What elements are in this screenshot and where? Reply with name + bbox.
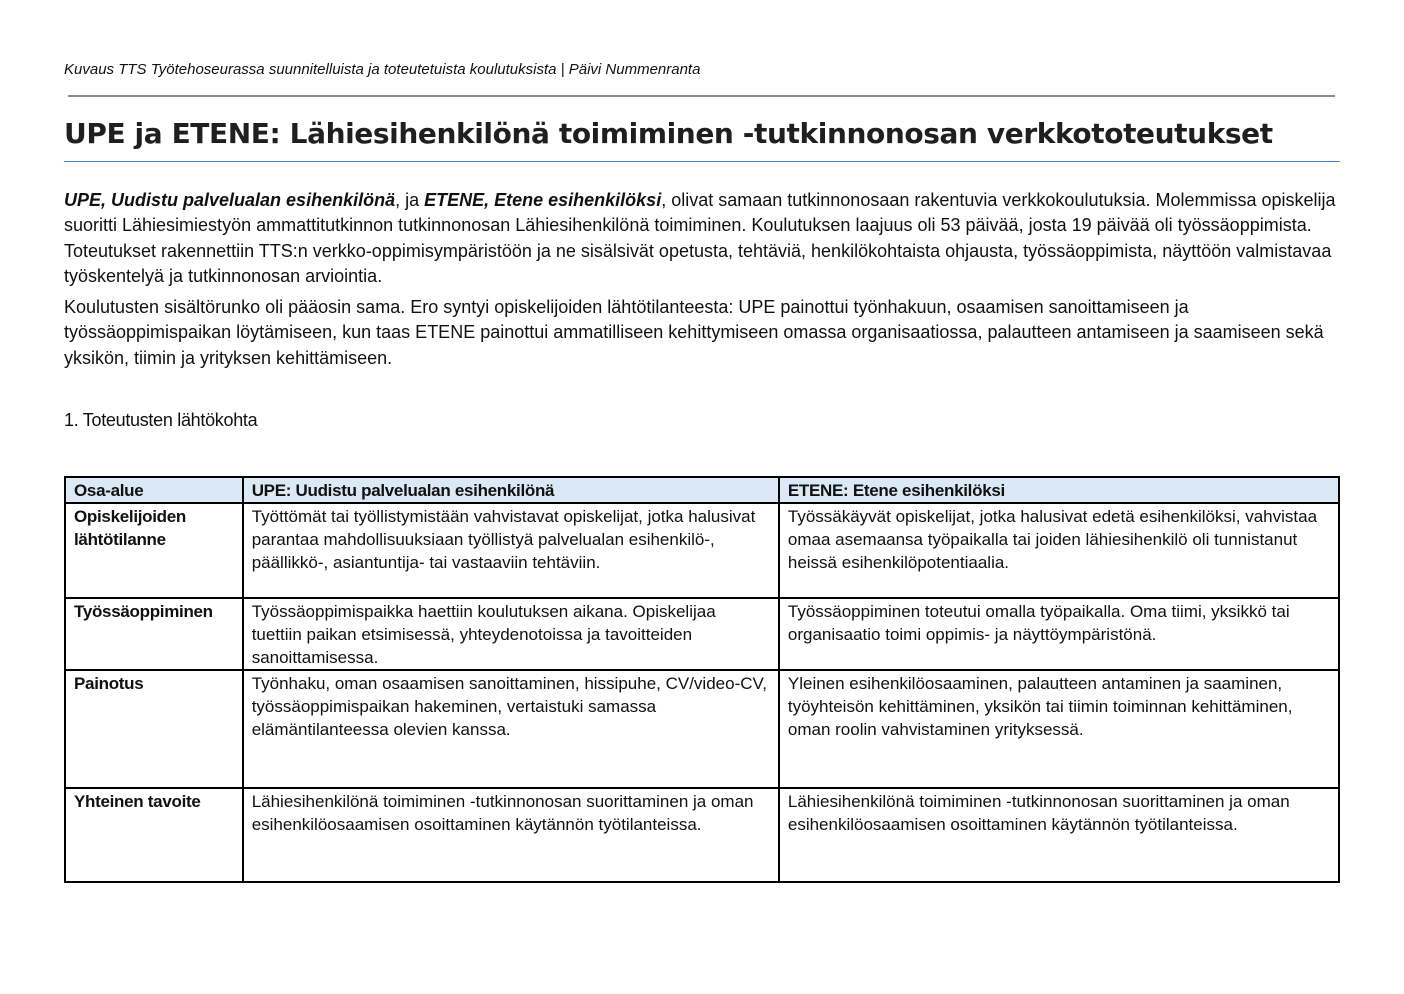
table-header-row: [65, 477, 1339, 503]
row-label: Yhteinen tavoite: [65, 788, 243, 882]
row-label: Painotus: [65, 670, 243, 788]
intro-section: [64, 188, 1340, 377]
upe-cell: Lähiesihenkilönä toimiminen -tutkinnonosan suorittaminen ja oman esihenkilöosaamisen osoittaminen käytännön työtilanteissa.: [243, 788, 779, 882]
upe-cell: Työnhaku, oman osaamisen sanoittaminen, hissipuhe, CV/video-CV, työssäoppimispaikan hakeminen, vertaistuki samassa elämäntilanteessa olevien kanssa.: [243, 670, 779, 788]
upe-name: UPE, Uudistu palvelualan esihenkilönä: [64, 190, 396, 210]
upe-cell: Työssäoppimispaikka haettiin koulutuksen aikana. Opiskelijaa tuettiin paikan etsimisessä, yhteydenotoissa ja tavoitteiden sanoittamisessa.: [243, 598, 779, 670]
etene-cell: Työssäoppiminen toteutui omalla työpaikalla. Oma tiimi, yksikkö tai organisaatio toimi oppimis- ja näyttöympäristönä.: [779, 598, 1339, 670]
row-label: Työssäoppiminen: [65, 598, 243, 670]
row-label: Opiskelijoiden lähtötilanne: [65, 503, 243, 598]
intro-separator: , ja: [395, 190, 425, 210]
title-divider: [64, 161, 1340, 162]
etene-cell: Lähiesihenkilönä toimiminen -tutkinnonosan suorittaminen ja oman esihenkilöosaamisen osoittaminen käytännön työtilanteissa.: [779, 788, 1339, 882]
table-row: [65, 788, 1339, 882]
document-title: UPE ja ETENE: Lähiesihenkilönä toimiminen -tutkinnonosan verkkototeutukset: [64, 117, 1273, 150]
header-divider: [68, 95, 1335, 97]
table-row: [65, 503, 1339, 598]
comparison-table: [64, 476, 1340, 883]
etene-name: ETENE, Etene esihenkilöksi: [424, 190, 662, 210]
intro-paragraph-2: Koulutusten sisältörunko oli pääosin sama. Ero syntyi opiskelijoiden lähtötilanteesta: UPE painottui työnhakuun, osaamisen sanoittamiseen ja työssäoppimispaikan löytämiseen, kun taas ETENE painottui ammatilliseen kehittymiseen omassa organisaatiossa, palautteen antamiseen ja saamiseen sekä yksikön, tiimin ja yrityksen kehittämiseen.: [64, 297, 1324, 368]
etene-cell: Työssäkäyvät opiskelijat, jotka halusivat edetä esihenkilöksi, vahvistaa omaa asemaansa työpaikalla tai joiden lähiesihenkilö oli tunnistanut heissä esihenkilöpotentiaalia.: [779, 503, 1339, 598]
table-row: [65, 598, 1339, 670]
running-header: Kuvaus TTS Työtehoseurassa suunnitelluista ja toteutetuista koulutuksista | Päivi Nummenranta: [64, 61, 701, 78]
etene-cell: Yleinen esihenkilöosaaminen, palautteen antaminen ja saaminen, työyhteisön kehittäminen, yksikön tai tiimin toiminnan kehittäminen, oman roolin vahvistaminen yrityksessä.: [779, 670, 1339, 788]
column-header-upe: UPE: Uudistu palvelualan esihenkilönä: [243, 477, 779, 503]
table-row: [65, 670, 1339, 788]
section-heading: 1. Toteutusten lähtökohta: [64, 410, 258, 430]
upe-cell: Työttömät tai työllistymistään vahvistavat opiskelijat, jotka halusivat parantaa mahdollisuuksiaan työllistyä palvelualan esihenkilö-, päällikkö-, asiantuntija- tai vastaaviin tehtäviin.: [243, 503, 779, 598]
intro-text: , olivat samaan tutkinnonosaan rakentuvia verkkokoulutuksia. Molemmissa opiskelija suoritti Lähiesimiestyön ammattitutkinnon tutkinnonosan Lähiesihenkilönä toimiminen. Koulutuksen laajuus oli 53 päivää, josta 19 päivää oli työssäoppimista. Toteutukset rakennettiin TTS:n verkko-oppimisympäristöön ja ne sisälsivät opetusta, tehtäviä, henkilökohtaista ohjausta, työssäoppimista, näyttöön valmistavaa työskentelyä ja tutkinnonosan arviointia.: [64, 190, 1336, 286]
intro-paragraph-1: [64, 188, 1340, 289]
column-header-area: Osa-alue: [65, 477, 243, 503]
column-header-etene: ETENE: Etene esihenkilöksi: [779, 477, 1339, 503]
